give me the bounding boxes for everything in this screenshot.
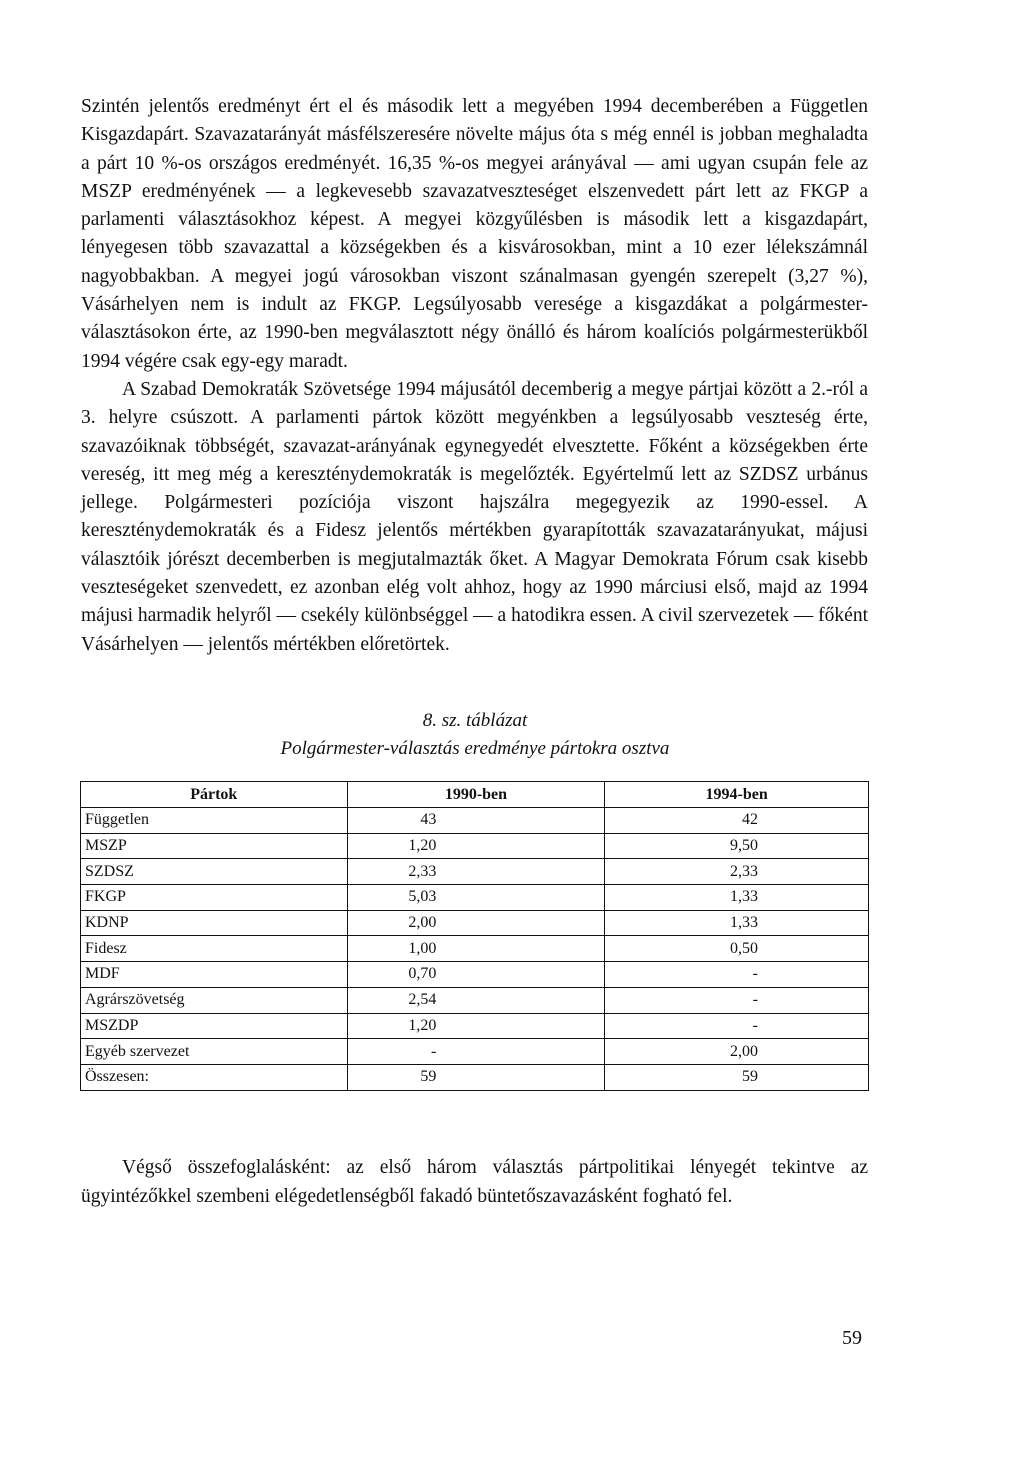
party-name-cell: Fidesz	[81, 936, 348, 962]
value-1990-cell: 2,33	[347, 859, 605, 885]
party-name-cell: KDNP	[81, 910, 348, 936]
value-1990-cell: 1,00	[347, 936, 605, 962]
party-name-cell: Agrárszövetség	[81, 987, 348, 1013]
table-header-row	[81, 782, 869, 808]
value-1994-cell: -	[605, 962, 869, 988]
party-name-cell: SZDSZ	[81, 859, 348, 885]
table-row	[81, 1064, 869, 1090]
party-name-cell: Összesen:	[81, 1064, 348, 1090]
table-caption	[0, 707, 950, 763]
table-body	[81, 808, 869, 1091]
value-1990-cell: 59	[347, 1064, 605, 1090]
results-table	[80, 781, 869, 1091]
value-1990-cell: 2,00	[347, 910, 605, 936]
value-1990-cell: 43	[347, 808, 605, 834]
table-row	[81, 1013, 869, 1039]
value-1990-cell: 1,20	[347, 833, 605, 859]
header-1994: 1994-ben	[605, 782, 869, 808]
value-1994-cell: 1,33	[605, 910, 869, 936]
page-number: 59	[842, 1327, 862, 1349]
party-name-cell: FKGP	[81, 885, 348, 911]
table-row	[81, 885, 869, 911]
value-1990-cell: 1,20	[347, 1013, 605, 1039]
table-number: 8. sz. táblázat	[422, 710, 528, 731]
value-1994-cell: 2,00	[605, 1039, 869, 1065]
table-row	[81, 1039, 869, 1065]
table-row	[81, 808, 869, 834]
value-1990-cell: 0,70	[347, 962, 605, 988]
closing-paragraph: Végső összefoglalásként: az első három választás pártpolitikai lényegét tekintve az ügyintézőkkel szembeni elégedetlenségből fakadó büntetőszavazásként fogható fel.	[81, 1157, 868, 1207]
value-1994-cell: 2,33	[605, 859, 869, 885]
value-1994-cell: -	[605, 1013, 869, 1039]
value-1994-cell: 1,33	[605, 885, 869, 911]
party-name-cell: MDF	[81, 962, 348, 988]
value-1994-cell: 0,50	[605, 936, 869, 962]
results-table-wrapper	[80, 781, 869, 1091]
table-row	[81, 859, 869, 885]
value-1994-cell: -	[605, 987, 869, 1013]
paragraph-fkgp: Szintén jelentős eredményt ért el és második lett a megyében 1994 decemberében a Független Kisgazdapárt. Szavazatarányát másfélszeresére növelte május óta s még ennél is jobban meghaladta a párt 10 %-os országos eredményét. 16,35 %-os megyei arányával — ami ugyan csupán fele az MSZP eredményének — a legkevesebb szavazatveszteséget elszenvedett párt lett az FKGP a parlamenti választásokhoz képest. A megyei közgyűlésben is második lett a kisgazdapárt, lényegesen több szavazattal a községekben és a kisvárosokban, mint a 10 ezer lélekszámnál nagyobbakban. A megyei jogú városokban viszont szánalmasan gyengén szerepelt (3,27 %), Vásárhelyen nem is indult az FKGP. Legsúlyosabb veresége a kisgazdákat a polgármester-választásokon érte, az 1990-ben megválasztott négy önálló és három koalíciós polgármesterükből 1994 végére csak egy-egy maradt.	[81, 96, 868, 372]
table-row	[81, 987, 869, 1013]
value-1994-cell: 9,50	[605, 833, 869, 859]
party-name-cell: MSZDP	[81, 1013, 348, 1039]
party-name-cell: Egyéb szervezet	[81, 1039, 348, 1065]
table-title: Polgármester-választás eredménye pártokra osztva	[280, 738, 670, 759]
table-row	[81, 962, 869, 988]
table-row	[81, 936, 869, 962]
body-text	[81, 93, 868, 659]
closing-text	[81, 1153, 868, 1211]
party-name-cell: Független	[81, 808, 348, 834]
value-1990-cell: 5,03	[347, 885, 605, 911]
header-1990: 1990-ben	[347, 782, 605, 808]
value-1990-cell: -	[347, 1039, 605, 1065]
paragraph-szdsz: A Szabad Demokraták Szövetsége 1994 májusától decemberig a megye pártjai között a 2.-ról a 3. helyre csúszott. A parlamenti pártok között megyénkben a legsúlyosabb veszteség érte, szavazóiknak többségét, szavazat-arányának egynegyedét elvesztette. Főként a községekben érte vereség, itt meg még a kereszténydemokraták is megelőzték. Egyértelmű lett az SZDSZ urbánus jellege. Polgármesteri pozíciója viszont hajszálra megegyezik az 1990-essel. A kereszténydemokraták és a Fidesz jelentős mértékben gyarapították szavazatarányukat, májusi választóik jórészt decemberben is megjutalmazták őket. A Magyar Demokrata Fórum csak kisebb veszteségeket szenvedett, ez azonban elég volt ahhoz, hogy az 1990 márciusi első, majd az 1994 májusi harmadik helyről — csekély különbséggel — a hatodikra essen. A civil szervezetek — főként Vásárhelyen — jelentős mértékben előretörtek.	[81, 378, 868, 655]
table-row	[81, 910, 869, 936]
value-1994-cell: 59	[605, 1064, 869, 1090]
table-row	[81, 833, 869, 859]
value-1990-cell: 2,54	[347, 987, 605, 1013]
header-parties: Pártok	[81, 782, 348, 808]
party-name-cell: MSZP	[81, 833, 348, 859]
value-1994-cell: 42	[605, 808, 869, 834]
